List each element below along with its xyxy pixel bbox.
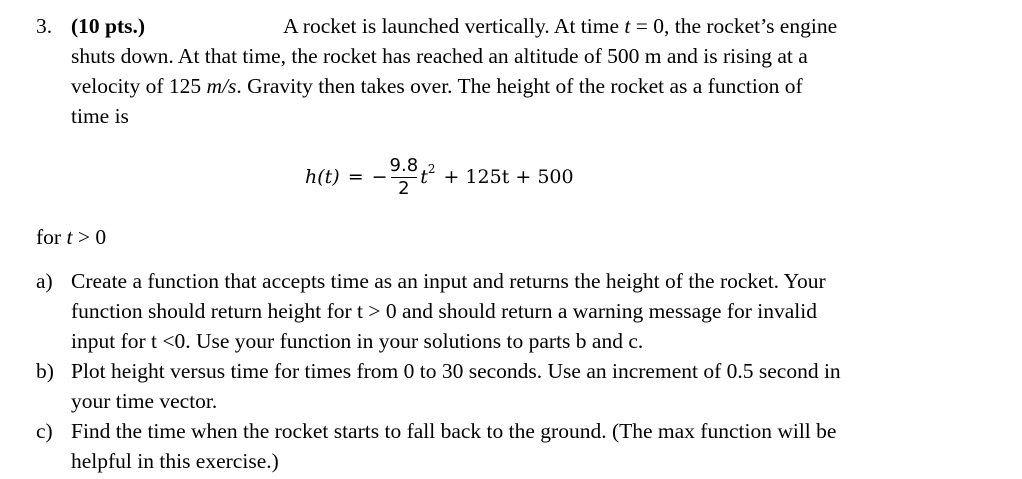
equation-equals: = [347, 166, 364, 188]
condition-rest: > 0 [77, 225, 107, 249]
equation-t-var: t [420, 166, 428, 188]
part-a-line-2 [36, 296, 1006, 326]
problem-3 [36, 11, 1006, 131]
part-c-text-2: helpful in this exercise.) [71, 449, 279, 473]
condition-prefix: for [36, 225, 62, 249]
fraction-numerator: 9.8 [389, 154, 419, 176]
part-a-text-1: Create a function that accepts time as an input and returns the height of the rocket. Your [71, 269, 826, 293]
part-c-line-1 [36, 416, 1006, 446]
part-a-label: a) [36, 269, 53, 293]
intro-text-4: time is [71, 104, 129, 128]
part-a-line-1 [36, 266, 1006, 296]
part-c-line-2 [36, 446, 1006, 476]
part-b-text-1: Plot height versus time for times from 0 to 30 seconds. Use an increment of 0.5 second in [71, 359, 841, 383]
part-b-line-2 [36, 386, 1006, 416]
problem-intro-line-4 [36, 101, 1006, 131]
condition-var: t [66, 225, 73, 249]
problem-intro-line-1 [36, 11, 1006, 41]
equation-lhs: h(t) [305, 166, 340, 188]
problem-number: 3. [36, 14, 53, 38]
height-equation [305, 150, 574, 204]
intro-text-2: shuts down. At that time, the rocket has reached an altitude of 500 m and is rising at a [71, 44, 808, 68]
problem-intro-line-2 [36, 41, 1006, 71]
part-a-line-3 [36, 326, 1006, 356]
problem-intro-line-3 [36, 71, 1006, 101]
intro-var-t: t [624, 14, 631, 38]
intro-text-3b: . Gravity then takes over. The height of the rocket as a function of [236, 74, 803, 98]
domain-condition [36, 222, 106, 252]
part-b-text-2: your time vector. [71, 389, 218, 413]
part-c-text-1: Find the time when the rocket starts to fall back to the ground. (The max function will be [71, 419, 837, 443]
part-a-text-2: function should return height for t > 0 and should return a warning message for invalid [71, 299, 817, 323]
part-b-label: b) [36, 359, 54, 383]
equation-rest: + 125t + 500 [443, 166, 574, 188]
problem-points: (10 pts.) [71, 14, 146, 38]
fraction-denominator: 2 [398, 177, 410, 199]
intro-unit: m/s [206, 74, 237, 98]
intro-text-3a: velocity of 125 [71, 74, 202, 98]
problem-parts [36, 266, 1006, 476]
part-b-line-1 [36, 356, 1006, 386]
equation-exponent: 2 [427, 162, 436, 176]
equation-minus: − [371, 166, 388, 188]
intro-eq: = 0, the rocket’s engine [635, 14, 838, 38]
part-c-label: c) [36, 419, 53, 443]
equation-fraction [390, 156, 419, 199]
part-a-text-3: input for t <0. Use your function in your solutions to parts b and c. [71, 329, 644, 353]
intro-text-1: A rocket is launched vertically. At time [283, 14, 619, 38]
